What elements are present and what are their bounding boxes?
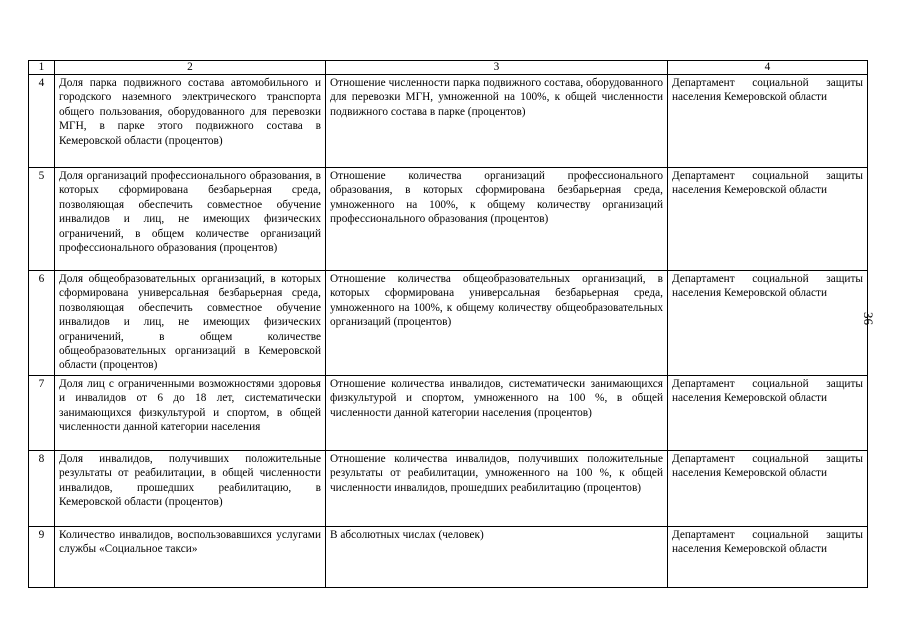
- responsible-department: Департамент социальной защиты населения Кемеровской области: [668, 271, 868, 376]
- indicator-name: Доля инвалидов, получивших положительные результаты от реабилитации, в общей численности инвалидов, прошедших реабилитацию, в Кемеровской области (процентов): [55, 450, 326, 526]
- indicator-name: Доля организаций профессионального образования, в которых сформирована безбарьерная среда, позволяющая обеспечить совместное обучение инвалидов и лиц, не имеющих физических ограничений, в общем количестве организаций профессионального образования (процентов): [55, 168, 326, 271]
- indicator-name: Количество инвалидов, воспользовавшихся услугами службы «Социальное такси»: [55, 526, 326, 587]
- calculation-method: Отношение количества общеобразовательных организаций, в которых сформирована универсальная безбарьерная среда, умноженного на 100%, к общему количеству общеобразовательных организаций (процентов): [326, 271, 668, 376]
- responsible-department: Департамент социальной защиты населения Кемеровской области: [668, 75, 868, 168]
- indicators-table: [28, 60, 868, 588]
- header-cell-4: 4: [668, 61, 868, 75]
- calculation-method: Отношение количества инвалидов, получивших положительные результаты от реабилитации, умноженного на 100 %, к общей численности инвалидов, прошедших реабилитацию (процентов): [326, 450, 668, 526]
- table-row: [29, 526, 868, 587]
- indicator-name: Доля парка подвижного состава автомобильного и городского наземного электрического транспорта общего пользования, оборудованного для перевозки МГН, в парке этого подвижного состава в Кемеровской области (процентов): [55, 75, 326, 168]
- calculation-method: Отношение количества инвалидов, систематически занимающихся физкультурой и спортом, умноженного на 100 %, в общей численности данной категории населения (процентов): [326, 375, 668, 450]
- row-number: 7: [29, 375, 55, 450]
- header-cell-3: 3: [326, 61, 668, 75]
- row-number: 6: [29, 271, 55, 376]
- calculation-method: В абсолютных числах (человек): [326, 526, 668, 587]
- responsible-department: Департамент социальной защиты населения Кемеровской области: [668, 450, 868, 526]
- table-row: [29, 75, 868, 168]
- row-number: 4: [29, 75, 55, 168]
- responsible-department: Департамент социальной защиты населения Кемеровской области: [668, 375, 868, 450]
- header-cell-1: 1: [29, 61, 55, 75]
- table-row: [29, 168, 868, 271]
- table-header-row: [29, 61, 868, 75]
- indicator-name: Доля лиц с ограниченными возможностями здоровья и инвалидов от 6 до 18 лет, систематически занимающихся физкультурой и спортом, в общей численности данной категории населения: [55, 375, 326, 450]
- table-row: [29, 375, 868, 450]
- row-number: 8: [29, 450, 55, 526]
- calculation-method: Отношение численности парка подвижного состава, оборудованного для перевозки МГН, умноженной на 100%, к общей численности подвижного состава в парке (процентов): [326, 75, 668, 168]
- page-number: 36: [861, 312, 876, 325]
- responsible-department: Департамент социальной защиты населения Кемеровской области: [668, 526, 868, 587]
- responsible-department: Департамент социальной защиты населения Кемеровской области: [668, 168, 868, 271]
- calculation-method: Отношение количества организаций профессионального образования, в которых сформирована безбарьерная среда, умноженного на 100%, к общему количеству организаций профессионального образования (процентов): [326, 168, 668, 271]
- row-number: 9: [29, 526, 55, 587]
- table-row: [29, 271, 868, 376]
- table-row: [29, 450, 868, 526]
- row-number: 5: [29, 168, 55, 271]
- indicator-name: Доля общеобразовательных организаций, в которых сформирована универсальная безбарьерная среда, позволяющая обеспечить совместное обучение инвалидов и лиц, не имеющих физических ограничений, в общем количестве общеобразовательных организаций в Кемеровской области (процентов): [55, 271, 326, 376]
- header-cell-2: 2: [55, 61, 326, 75]
